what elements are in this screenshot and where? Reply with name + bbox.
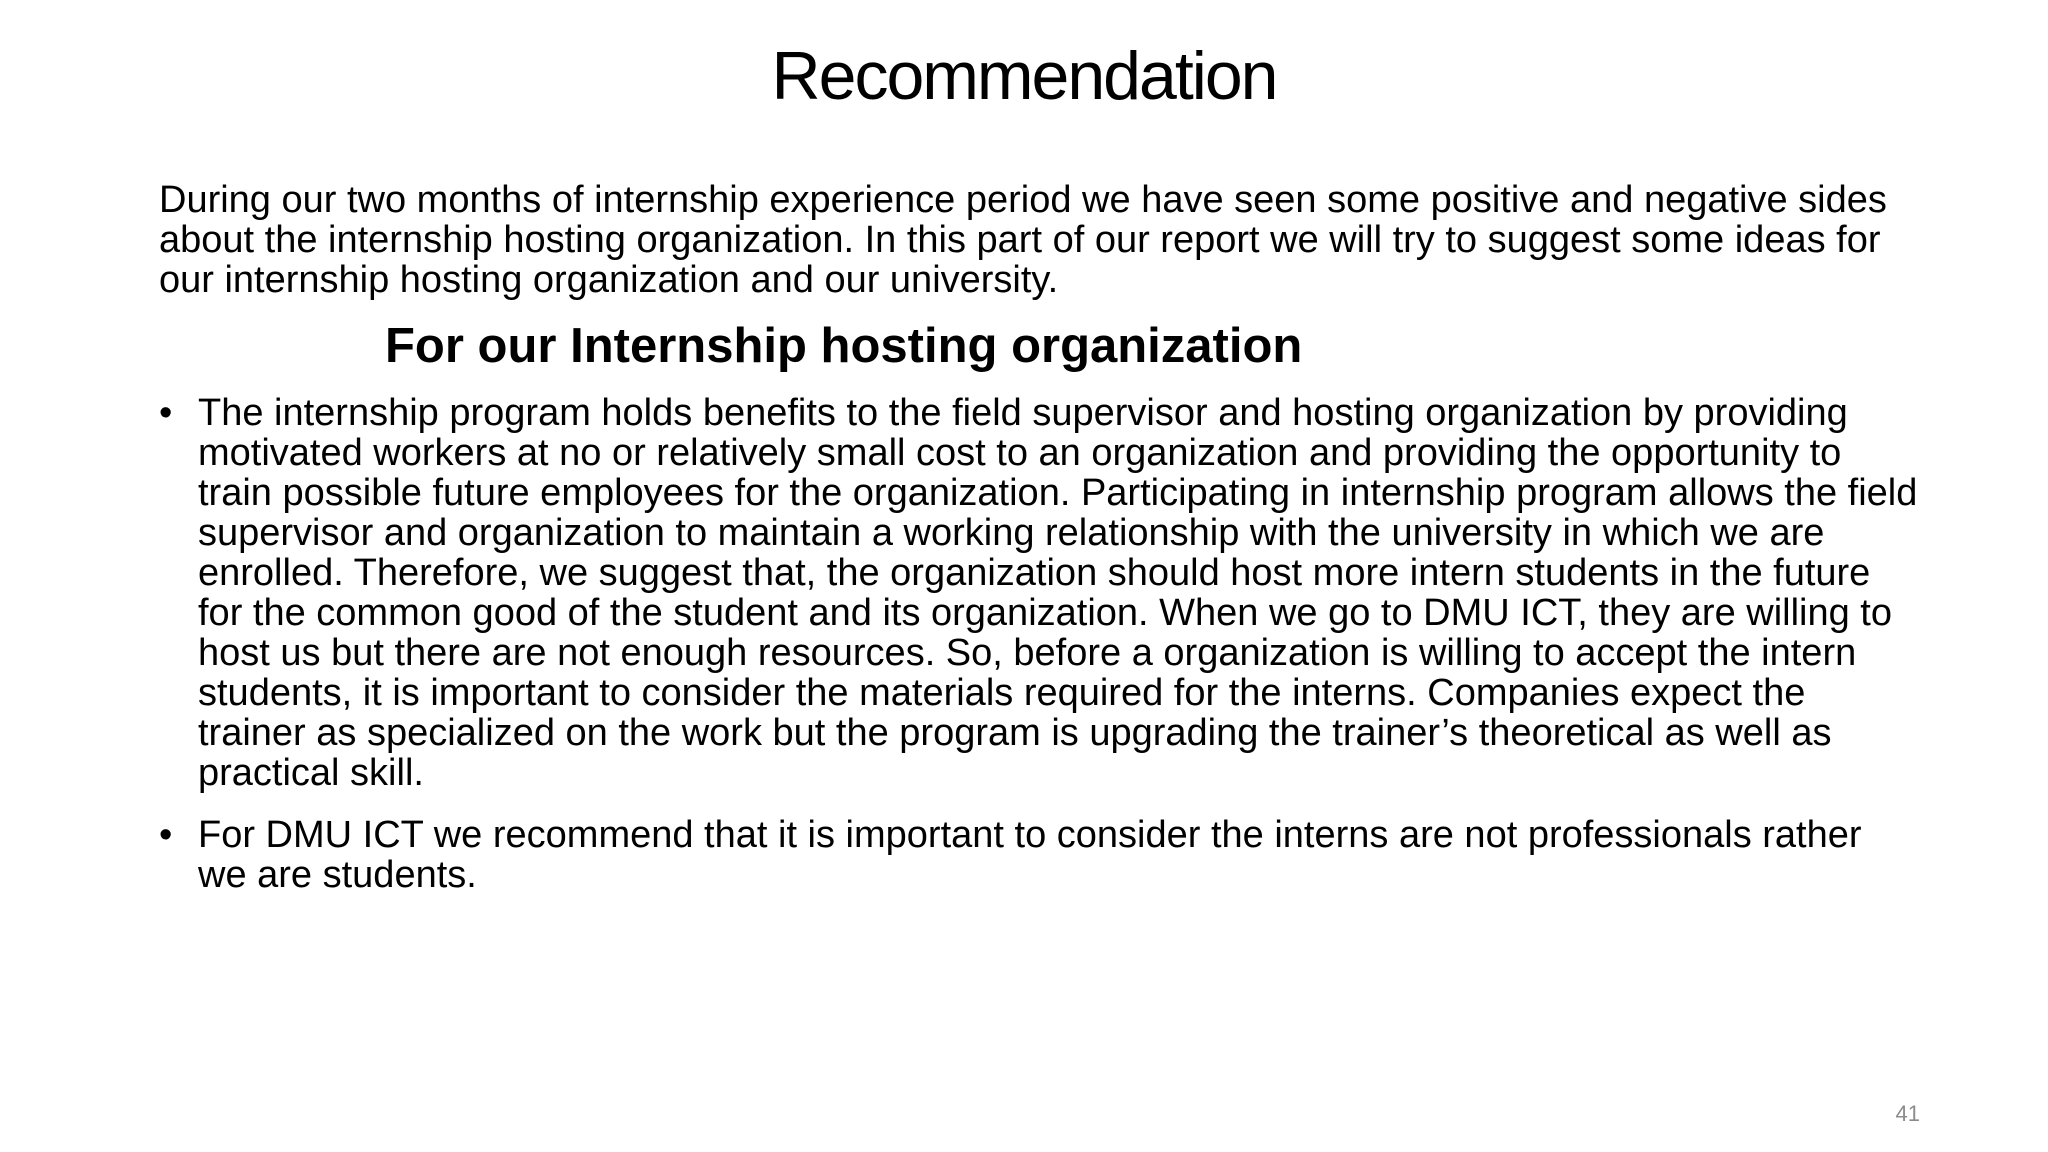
list-item <box>159 815 1919 895</box>
page-number: 41 <box>1895 1101 1920 1126</box>
list-item-text: The internship program holds benefits to the field supervisor and hosting organization by providing motivated workers at no or relatively small cost to an organization and providing the opportunity to train possible future employees for the organization. Participating in internship program allows the field supervisor and organization to maintain a working relationship with the university in which we are enrolled. Therefore, we suggest that, the organization should host more intern students in the future for the common good of the student and its organization. When we go to DMU ICT, they are willing to host us but there are not enough resources. So, before a organization is willing to accept the intern students, it is important to consider the materials required for the interns. Companies expect the trainer as specialized on the work but the program is upgrading the trainer’s theoretical as well as practical skill. <box>198 392 1918 794</box>
bullet-icon: • <box>159 392 173 434</box>
list-item <box>159 393 1919 793</box>
list-item-text: For DMU ICT we recommend that it is important to consider the interns are not professionals rather we are students. <box>198 814 1862 896</box>
recommendation-list <box>159 393 1919 917</box>
intro-paragraph: During our two months of internship experience period we have seen some positive and negative sides about the internship hosting organization. In this part of our report we will try to suggest some ideas for our internship hosting organization and our university. <box>159 179 1887 301</box>
bullet-icon: • <box>159 814 173 856</box>
section-subheading: For our Internship hosting organization <box>385 319 1303 373</box>
slide-title: Recommendation <box>771 38 1277 114</box>
